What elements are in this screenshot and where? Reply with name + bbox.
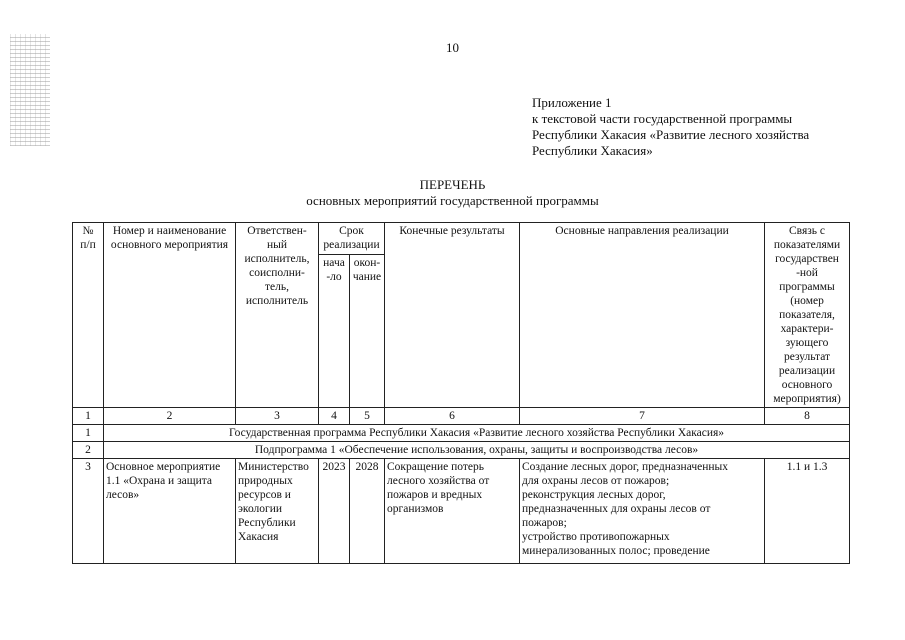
appendix-line: Республики Хакасия» xyxy=(532,143,653,158)
header-num: № п/п xyxy=(73,223,104,408)
column-number: 1 xyxy=(73,408,104,425)
header-directions: Основные направления реализации xyxy=(520,223,765,408)
column-number: 7 xyxy=(520,408,765,425)
header-name: Номер и наименование основного мероприятия xyxy=(104,223,236,408)
column-number: 6 xyxy=(385,408,520,425)
appendix-line: Республики Хакасия «Развитие лесного хозяйства xyxy=(532,127,810,142)
appendix-line: Приложение 1 xyxy=(532,95,612,110)
title-line-2: основных мероприятий государственной программы xyxy=(306,193,599,208)
header-results: Конечные результаты xyxy=(385,223,520,408)
row-num: 3 xyxy=(73,459,104,564)
row-num: 2 xyxy=(73,442,104,459)
event-start: 2023 xyxy=(319,459,350,564)
header-executor: Ответствен- ный исполнитель, соисполни- тель, исполнитель xyxy=(236,223,319,408)
program-title: Государственная программа Республики Хакасия «Развитие лесного хозяйства Республики Хакасия» xyxy=(104,425,850,442)
document-title xyxy=(0,177,905,209)
title-line-1: ПЕРЕЧЕНЬ xyxy=(419,177,486,192)
event-end: 2028 xyxy=(350,459,385,564)
appendix-note xyxy=(532,95,809,159)
header-link: Связь с показателями государствен -ной программы (номер показателя, характери- зующего результат реализации основного мероприятия) xyxy=(765,223,850,408)
event-executor: Министерство природных ресурсов и экологии Республики Хакасия xyxy=(236,459,319,564)
event-directions: Создание лесных дорог, предназначенных для охраны лесов от пожаров; реконструкция лесных дорог, предназначенных для охраны лесов от пожаров; устройство противопожарных минерализованных полос; проведение xyxy=(520,459,765,564)
header-end: окон- чание xyxy=(350,255,385,408)
column-number: 4 xyxy=(319,408,350,425)
event-results: Сокращение потерь лесного хозяйства от пожаров и вредных организмов xyxy=(385,459,520,564)
header-term: Срок реализации xyxy=(319,223,385,255)
row-num: 1 xyxy=(73,425,104,442)
column-number: 3 xyxy=(236,408,319,425)
header-start: нача -ло xyxy=(319,255,350,408)
events-table xyxy=(72,222,850,564)
page-number: 10 xyxy=(446,40,459,55)
event-link: 1.1 и 1.3 xyxy=(765,459,850,564)
column-number: 8 xyxy=(765,408,850,425)
appendix-line: к текстовой части государственной программы xyxy=(532,111,793,126)
event-name: Основное мероприятие 1.1 «Охрана и защита лесов» xyxy=(104,459,236,564)
column-number: 2 xyxy=(104,408,236,425)
table-row xyxy=(73,442,850,459)
subprogram-title: Подпрограмма 1 «Обеспечение использования, охраны, защиты и воспроизводства лесов» xyxy=(104,442,850,459)
header-row xyxy=(73,223,850,255)
table-row xyxy=(73,459,850,564)
column-number: 5 xyxy=(350,408,385,425)
table-row xyxy=(73,425,850,442)
column-numbers-row xyxy=(73,408,850,425)
